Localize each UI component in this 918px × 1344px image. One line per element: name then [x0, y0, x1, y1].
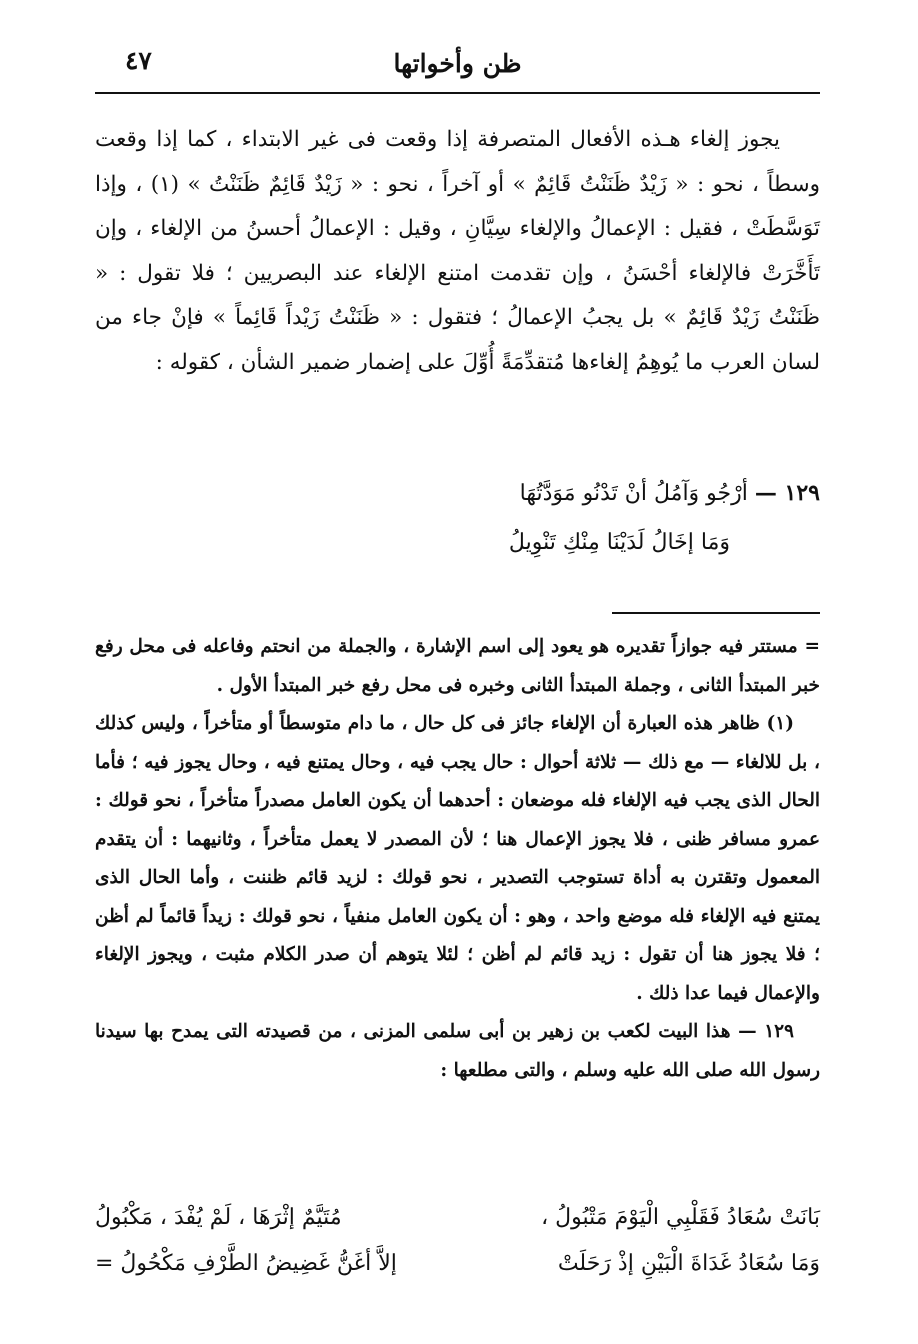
footnote-separator [612, 612, 820, 614]
footnote-1: (١) ظاهر هذه العبارة أن الإلغاء جائز فى كل حال ، ما دام متوسطاً أو متأخراً ، وليس كذلك ، بل للالغاء — مع ذلك — ثلاثة أحوال : حال يجب فيه ، وحال يمتنع فيه ، وحال يجوز فيه ؛ فأما الحال الذى يجب فيه الإلغاء فله موضعان : أحدهما أن يكون العامل مصدراً متأخراً ، نحو قولك : عمرو مسافر ظنى ، فلا يجوز الإعمال هنا ؛ لأن المصدر لا يعمل متأخراً ، وثانيهما : أن يتقدم المعمول وتقترن به أداة تستوجب التصدير ، نحو قولك : لزيد قائم ظننت ، وأما الحال الذى يمتنع فيه الإلغاء فله موضع واحد ، وهو : أن يكون العامل منفياً ، نحو قولك : زيداً قائماً لم أظن ؛ فلا يجوز هنا أن تقول : زيد قائم لم أظن ؛ لئلا يتوهم أن صدر الكلام مثبت ، ويجوز الإلغاء والإعمال فيما عدا ذلك . [95, 713, 820, 1004]
poem-second-hemistich: إلاَّ أغَنُّ غَضِيضُ الطَّرْفِ مَكْحُولُ = [95, 1251, 397, 1276]
footnotes [95, 628, 820, 1090]
body-paragraph: يجوز إلغاء هـذه الأفعال المتصرفة إذا وقعت فى غير الابتداء ، كما إذا وقعت وسطاً ، نحو : « زَيْدٌ ظَنَنْتُ قَائِمٌ » أو آخراً ، نحو : « زَيْدٌ قَائِمٌ ظَنَنْتُ » (١) ، وإذا تَوَسَّطَتْ ، فقيل : الإعمالُ والإلغاء سِيَّانِ ، وقيل : الإعمالُ أحسنُ من الإلغاء ، وإن تَأَخَّرَتْ فالإلغاء أحْسَنُ ، وإن تقدمت امتنع الإلغاء عند البصريين ؛ فلا تقول : « ظَنَنْتُ زَيْدٌ قَائِمٌ » بل يجبُ الإعمالُ ؛ فتقول : « ظَنَنْتُ زَيْداً قَائِماً » فإنْ جاء من لسان العرب ما يُوهِمُ إلغاءها مُتقدِّمَةً أُوِّلَ على إضمار ضمير الشأن ، كقوله : [95, 127, 820, 375]
poem-first-hemistich: وَمَا سُعَادُ غَدَاةَ الْبَيْنِ إذْ رَحَلَتْ [557, 1251, 820, 1276]
header-rule [95, 92, 820, 94]
verse-line-1 [520, 480, 820, 506]
verse-number: ١٢٩ — [754, 480, 820, 506]
poem-line [95, 1241, 820, 1287]
running-title: ظن وأخواتها [393, 48, 522, 78]
footnote-129: ١٢٩ — هذا البيت لكعب بن زهير بن أبى سلمى المزنى ، من قصيدته التى يمدح بها سيدنا رسول الله صلى الله عليه وسلم ، والتى مطلعها : [95, 1021, 820, 1081]
footnote-continuation: = مستتر فيه جوازاً تقديره هو يعود إلى اسم الإشارة ، والجملة من انحتم وفاعله فى محل رفع خبر المبتدأ الثانى ، وجملة المبتدأ الثانى وخبره فى محل رفع خبر المبتدأ الأول . [95, 636, 820, 696]
main-text [95, 118, 820, 385]
verse-first-hemistich: أرْجُو وَآمُلُ أنْ تَدْنُو مَوَدَّتُهَا [519, 481, 748, 506]
page-header [95, 38, 820, 88]
quoted-poem [95, 1195, 820, 1287]
poem-second-hemistich: مُتَيَّمٌ إثْرَهَا ، لَمْ يُفْدَ ، مَكْبُولُ [95, 1205, 342, 1230]
poem-first-hemistich: بَانَتْ سُعَادُ فَقَلْبِي الْيَوْمَ مَتْبُولُ ، [541, 1205, 820, 1230]
poem-line [95, 1195, 820, 1241]
verse-line-2: وَمَا إخَالُ لَدَيْنَا مِنْكِ تَنْوِيلُ [508, 530, 730, 555]
page-number: ٤٧ [125, 46, 152, 75]
